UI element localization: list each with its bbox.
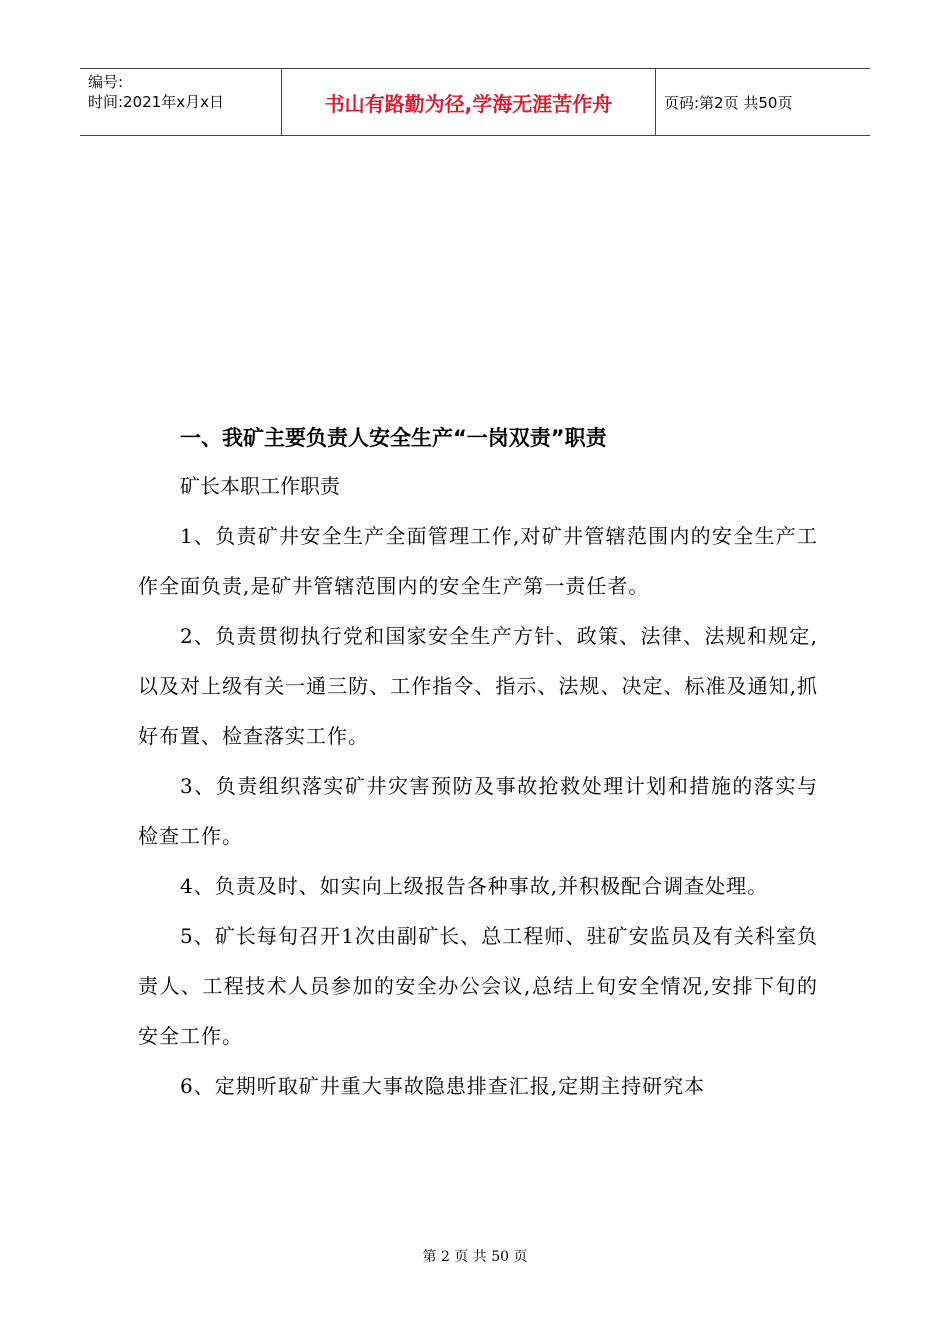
paragraph-2: 2、负责贯彻执行党和国家安全生产方针、政策、法律、法规和规定,以及对上级有关一通三防、工作指令、指示、法规、决定、标准及通知,抓好布置、检查落实工作。 [138,624,818,748]
section-subtitle: 矿长本职工作职责 [180,474,340,498]
page-footer: 第 2 页 共 50 页 [422,1249,528,1265]
paragraph-6: 6、定期听取矿井重大事故隐患排查汇报,定期主持研究本 [180,1074,706,1098]
date-label: 时间:2021年x月x日 [88,93,224,111]
paragraph-4: 4、负责及时、如实向上级报告各种事故,并积极配合调查处理。 [180,874,769,898]
header-page-info: 页码:第2页 共50页 [664,93,793,112]
document-body [138,415,818,1111]
paragraph-3: 3、负责组织落实矿井灾害预防及事故抢救处理计划和措施的落实与检查工作。 [138,774,818,848]
section-heading: 一、我矿主要负责人安全生产“一岗双责”职责 [180,426,607,450]
paragraph-5: 5、矿长每旬召开1次由副矿长、总工程师、驻矿安监员及有关科室负责人、工程技术人员参加的安全办公会议,总结上旬安全情况,安排下旬的安全工作。 [138,924,818,1048]
paragraph-1: 1、负责矿井安全生产全面管理工作,对矿井管辖范围内的安全生产工作全面负责,是矿井管辖范围内的安全生产第一责任者。 [138,524,818,598]
header-meta [80,69,282,135]
number-label: 编号: [88,73,124,91]
page-header [80,68,870,136]
header-motto: 书山有路勤为径,学海无涯苦作舟 [282,69,656,135]
